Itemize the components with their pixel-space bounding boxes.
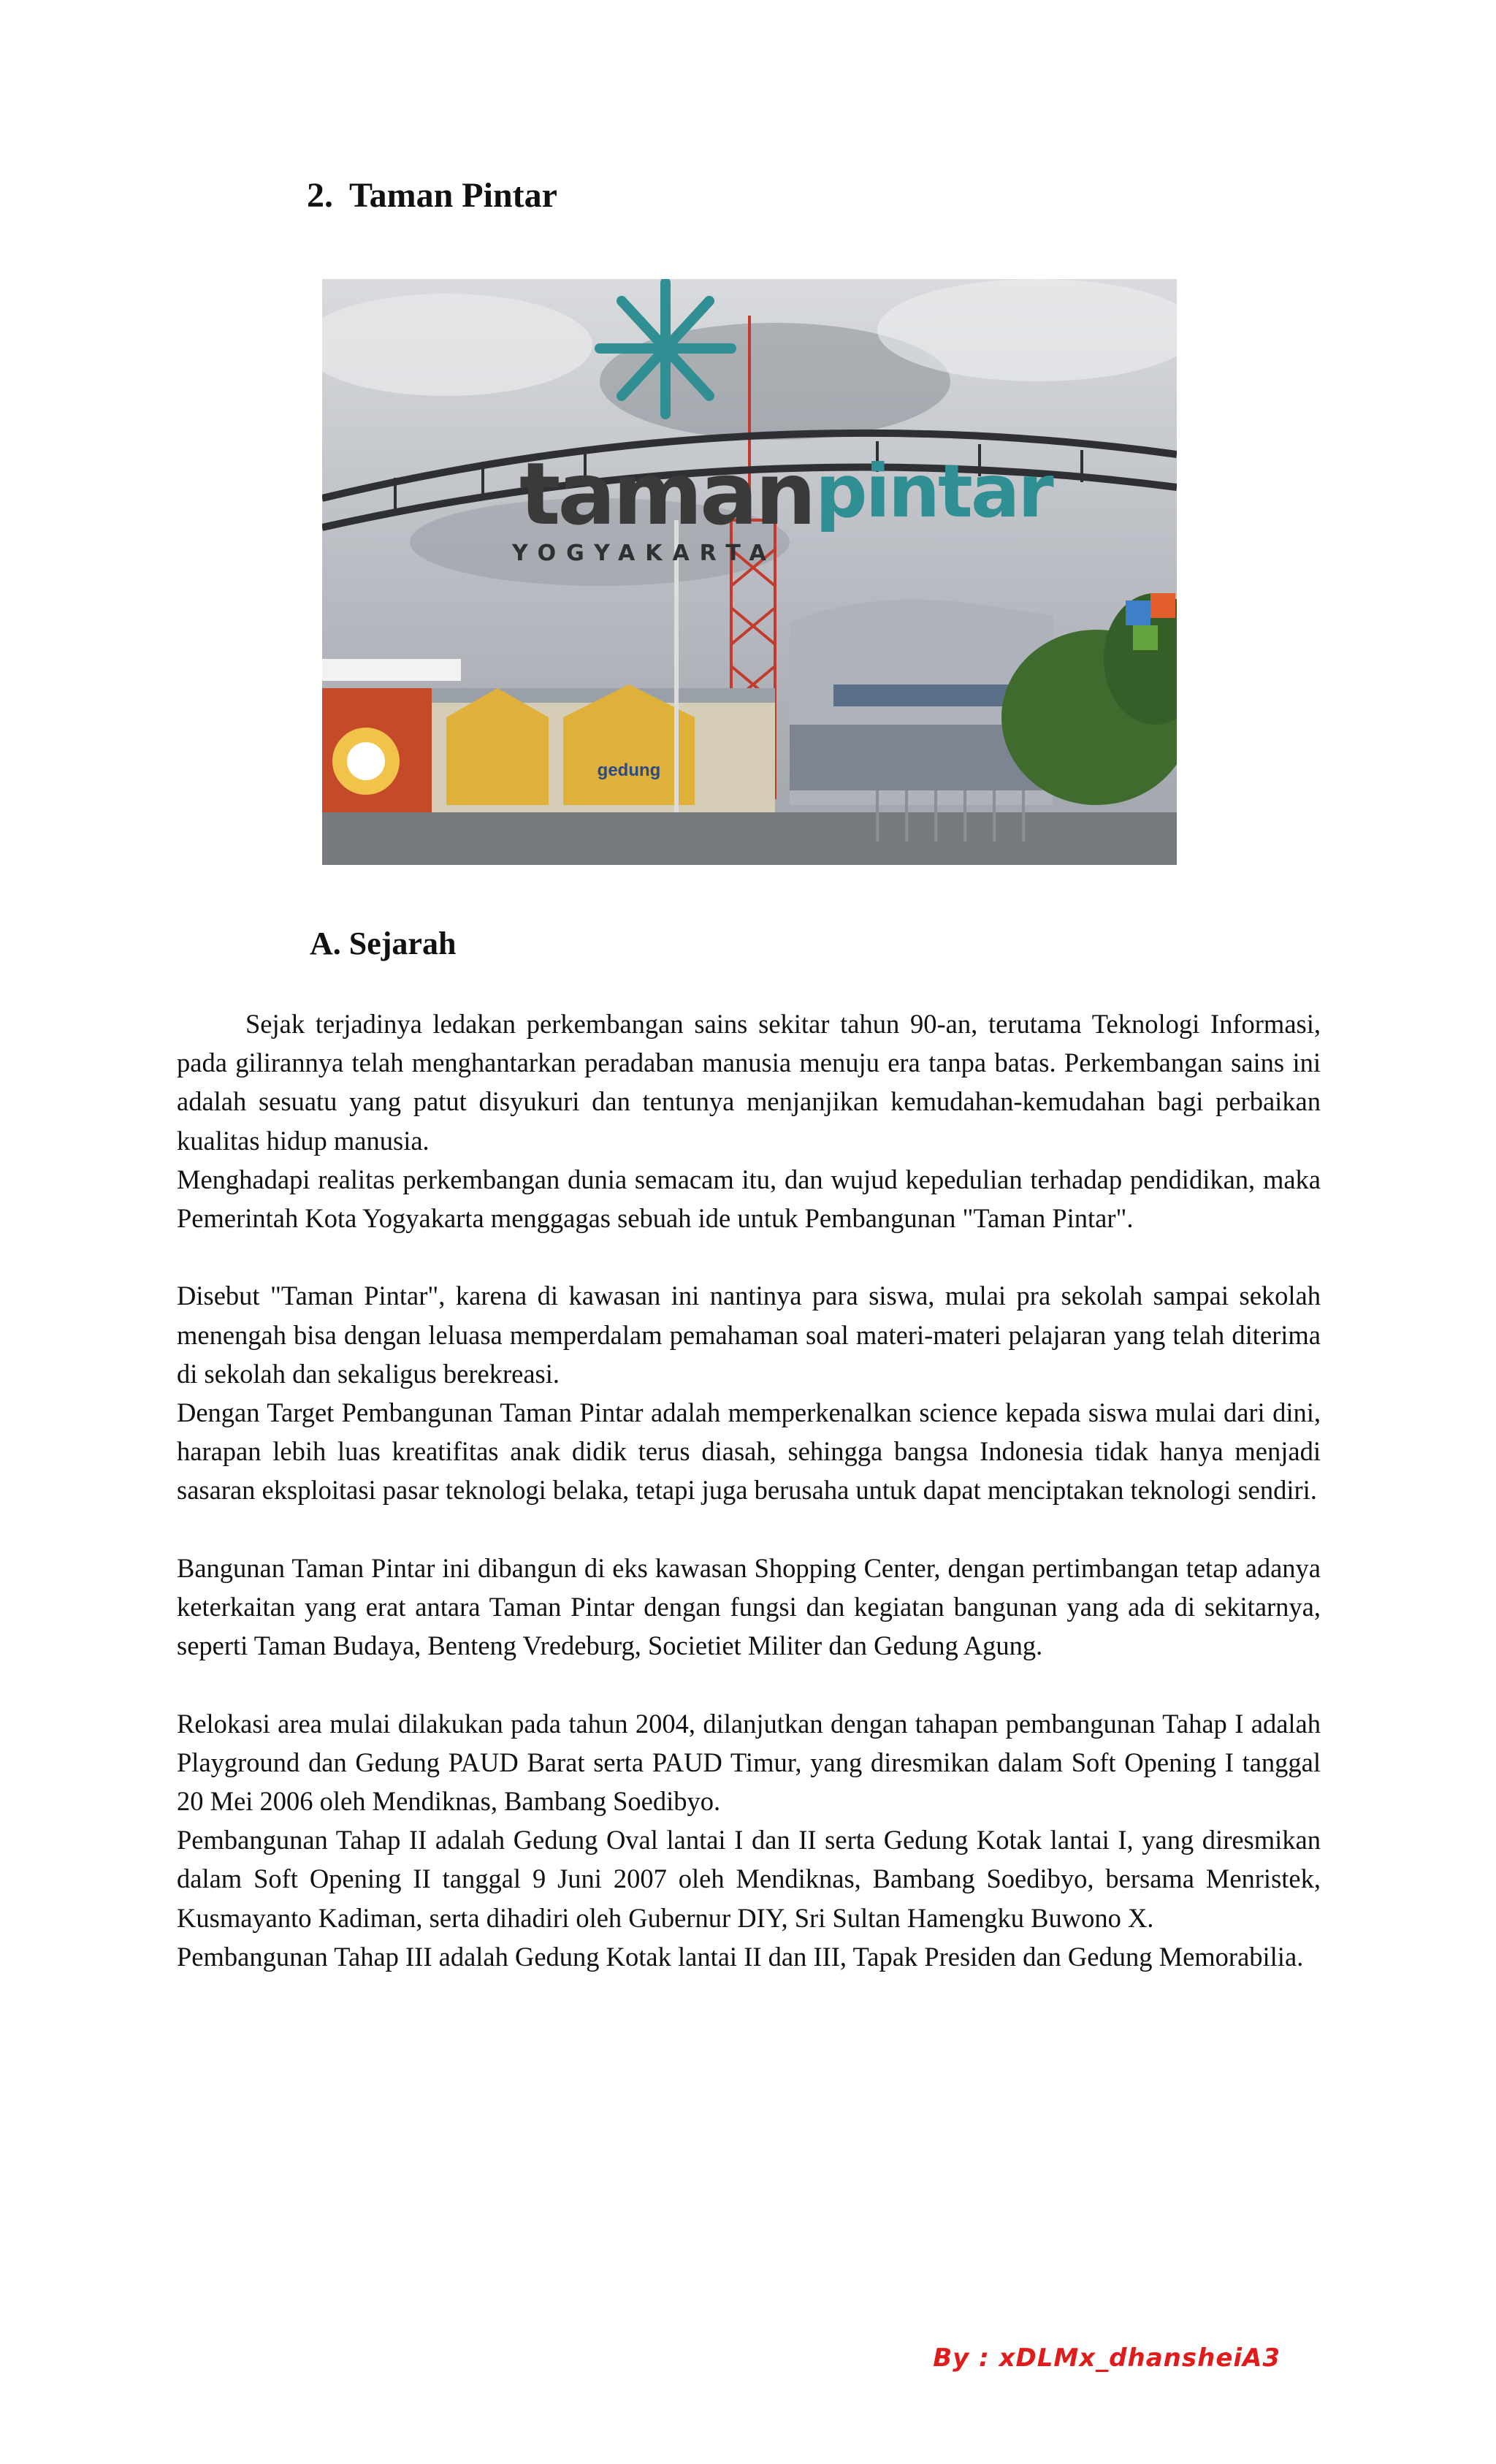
author-signature: By : xDLMx_dhansheiA3 bbox=[933, 2343, 1281, 2373]
sign-text-pintar: pintar bbox=[815, 449, 1052, 534]
entrance-gate-illustration bbox=[322, 279, 1177, 865]
ground bbox=[322, 812, 1177, 865]
section-number: 2. bbox=[307, 176, 333, 215]
taman-pintar-photo bbox=[322, 279, 1177, 865]
building-sign: gedung bbox=[597, 760, 661, 780]
section-title: Taman Pintar bbox=[349, 176, 557, 215]
section-heading bbox=[307, 175, 557, 215]
article-body bbox=[177, 1004, 1321, 1976]
sign-text-taman: taman bbox=[519, 443, 814, 544]
paragraph: Relokasi area mulai dilakukan pada tahun 2004, dilanjutkan dengan tahapan pembangunan Tahap I adalah Playground dan Gedung PAUD Barat serta PAUD Timur, yang diresmikan dalam Soft Opening I tanggal 20 Mei 2006 oleh Mendiknas, Bambang Soedibyo. bbox=[177, 1708, 1321, 1817]
sign-text-yogyakarta: YOGYAKARTA bbox=[512, 541, 776, 566]
paragraph: Dengan Target Pembangunan Taman Pintar adalah memperkenalkan science kepada siswa mulai dari dini, harapan lebih luas kreatifitas anak didik terus diasah, sehingga bangsa Indonesia tidak hanya menjadi sasaran eksploitasi pasar teknologi belaka, tetapi juga berusaha untuk dapat menciptakan teknologi sendiri. bbox=[177, 1397, 1321, 1506]
paragraph: Disebut "Taman Pintar", karena di kawasan ini nantinya para siswa, mulai pra sekolah sampai sekolah menengah bisa dengan leluasa memperdalam pemahaman soal materi-materi pelajaran yang telah diterima di sekolah dan sekaligus berekreasi. bbox=[177, 1281, 1321, 1389]
paragraph: Pembangunan Tahap III adalah Gedung Kotak lantai II dan III, Tapak Presiden dan Gedung Memorabilia. bbox=[177, 1941, 1304, 1972]
paragraph: Sejak terjadinya ledakan perkembangan sains sekitar tahun 90-an, terutama Teknologi Informasi, pada gilirannya telah menghantarkan peradaban manusia menuju era tanpa batas. Perkembangan sains ini adalah sesuatu yang patut disyukuri dan tentunya menjanjikan kemudahan-kemudahan bagi perbaikan kualitas hidup manusia. bbox=[177, 1009, 1321, 1156]
subsection-heading: A. Sejarah bbox=[310, 926, 457, 961]
paragraph: Pembangunan Tahap II adalah Gedung Oval lantai I dan II serta Gedung Kotak lantai I, yang diresmikan dalam Soft Opening II tanggal 9 Juni 2007 oleh Mendiknas, Bambang Soedibyo, bersama Menristek, Kusmayanto Kadiman, serta dihadiri oleh Gubernur DIY, Sri Sultan Hamengku Buwono X. bbox=[177, 1825, 1321, 1933]
paragraph: Bangunan Taman Pintar ini dibangun di eks kawasan Shopping Center, dengan pertimbangan tetap adanya keterkaitan yang erat antara Taman Pintar dengan fungsi dan kegiatan bangunan yang ada di sekitarnya, seperti Taman Budaya, Benteng Vredeburg, Societiet Militer dan Gedung Agung. bbox=[177, 1552, 1321, 1661]
paragraph: Menghadapi realitas perkembangan dunia semacam itu, dan wujud kepedulian terhadap pendidikan, maka Pemerintah Kota Yogyakarta menggagas sebuah ide untuk Pembangunan "Taman Pintar". bbox=[177, 1164, 1321, 1234]
